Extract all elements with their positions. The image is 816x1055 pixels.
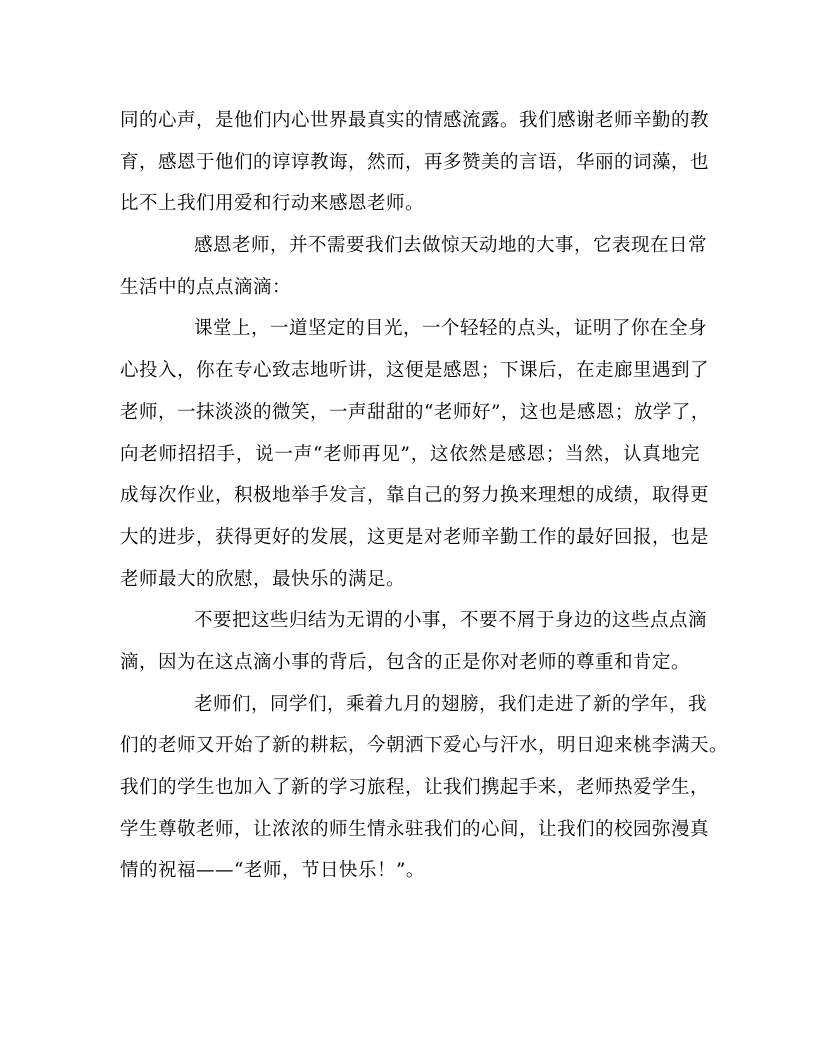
- paragraph-gratitude-intro: [120, 100, 710, 225]
- text-line: 们的老师又开始了新的耕耘，今朝洒下爱心与汗水，明日迎来桃李满天。: [120, 735, 729, 757]
- text-line: 课堂上，一道坚定的目光，一个轻轻的点头，证明了你在全身: [194, 318, 708, 340]
- text-line: 不要把这些归结为无谓的小事，不要不屑于身边的这些点点滴: [194, 610, 708, 632]
- text-line: 老师们，同学们，乘着九月的翅膀，我们走进了新的学年，我: [194, 693, 708, 715]
- text-line: 成每次作业，积极地举手发言，靠自己的努力换来理想的成绩，取得更: [120, 485, 710, 507]
- text-line: 同的心声，是他们内心世界最真实的情感流露。我们感谢老师辛勤的教: [120, 110, 710, 131]
- paragraph-closing: [120, 684, 729, 892]
- text-line: 育，感恩于他们的谆谆教诲，然而，再多赞美的言语，华丽的词藻，也: [120, 151, 710, 173]
- text-line: 老师，一抹淡淡的微笑，一声甜甜的“老师好”，这也是感恩；放学了，: [120, 401, 710, 423]
- text-line: 老师最大的欣慰，最快乐的满足。: [120, 568, 406, 590]
- text-line: 大的进步，获得更好的发展，这更是对老师辛勤工作的最好回报，也是: [120, 526, 710, 548]
- paragraph-small-things: [120, 600, 708, 683]
- text-line: 滴，因为在这点滴小事的背后，包含的正是你对老师的尊重和肯定。: [120, 651, 691, 673]
- text-line: 生活中的点点滴滴：: [120, 276, 292, 298]
- text-line: 情的祝福——“老师，节日快乐！”。: [120, 860, 425, 882]
- paragraph-daily-life: [120, 225, 708, 308]
- text-line: 感恩老师，并不需要我们去做惊天动地的大事，它表现在日常: [194, 235, 708, 257]
- document-body: [120, 100, 729, 892]
- text-line: 我们的学生也加入了新的学习旅程，让我们携起手来，老师热爱学生，: [120, 777, 710, 798]
- text-line: 心投入，你在专心致志地听讲，这便是感恩；下课后，在走廊里遇到了: [120, 360, 710, 382]
- text-line: 学生尊敬老师，让浓浓的师生情永驻我们的心间，让我们的校园弥漫真: [120, 818, 710, 840]
- text-line: 向老师招招手，说一声“老师再见”，这依然是感恩；当然，认真地完: [120, 443, 700, 465]
- text-line: 比不上我们用爱和行动来感恩老师。: [120, 193, 425, 215]
- paragraph-classroom: [120, 308, 710, 600]
